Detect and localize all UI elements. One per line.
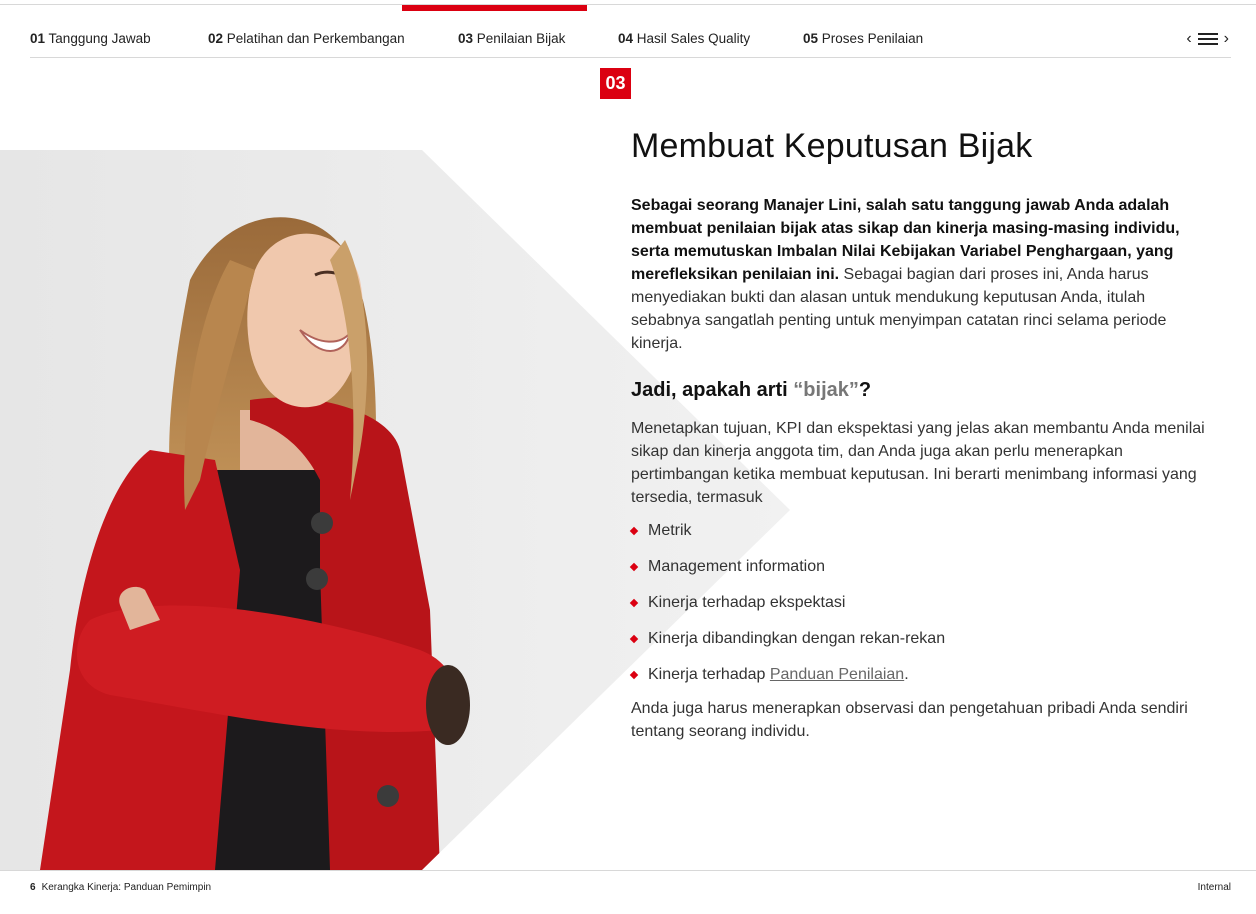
menu-icon[interactable]: [1198, 33, 1218, 45]
tab-number: 02: [208, 31, 224, 46]
lead-paragraph: [631, 194, 1211, 355]
tab-number: 01: [30, 31, 46, 46]
tab-label: Tanggung Jawab: [48, 31, 151, 46]
document-title: Kerangka Kinerja: Panduan Pemimpin: [41, 882, 212, 893]
list-item: [631, 549, 1211, 585]
section-tabs: [30, 5, 1231, 58]
bullet-list: [631, 513, 1211, 693]
subheading-prefix: Jadi, apakah arti: [631, 379, 794, 401]
list-item-text: Kinerja terhadap: [648, 666, 770, 683]
lead-rest-text: Sebagai bagian dari proses ini, Anda harus menyediakan bukti dan alasan untuk mendukung keputusan Anda, itulah sebabnya sangatlah penting untuk menyimpan catatan rinci selama periode kinerja.: [631, 266, 1167, 352]
tab-penilaian-bijak[interactable]: [458, 5, 565, 56]
body-paragraph: Menetapkan tujuan, KPI dan ekspektasi yang jelas akan membantu Anda menilai sikap dan kinerja anggota tim, dan Anda juga akan perlu menerapkan pertimbangan ketika membuat keputusan. Ini berarti menimbang informasi yang tersedia, termasuk: [631, 420, 1205, 506]
panduan-penilaian-link[interactable]: Panduan Penilaian: [769, 666, 905, 683]
list-item-text: Management information: [648, 558, 825, 575]
chevron-right-icon[interactable]: ›: [1223, 30, 1229, 47]
tab-number: 04: [618, 31, 634, 46]
subheading-quoted: “bijak”: [793, 379, 859, 401]
tab-label: Penilaian Bijak: [476, 31, 566, 46]
tab-proses-penilaian[interactable]: [803, 5, 923, 56]
tab-label: Pelatihan dan Perkembangan: [226, 31, 405, 46]
list-item-text: Kinerja terhadap ekspektasi: [648, 594, 846, 611]
list-item: [631, 513, 1211, 549]
list-item: [631, 585, 1211, 621]
closing-paragraph: Anda juga harus menerapkan observasi dan pengetahuan pribadi Anda sendiri tentang seorang individu.: [631, 700, 1188, 740]
diamond-bullet-icon: [630, 599, 638, 607]
page-footer: [0, 870, 1256, 914]
tab-pelatihan[interactable]: [208, 5, 405, 56]
diamond-bullet-icon: [630, 635, 638, 643]
tab-navigation: [1186, 29, 1229, 49]
tab-label: Hasil Sales Quality: [636, 31, 751, 46]
tab-tanggung-jawab[interactable]: [30, 5, 151, 56]
classification-label: Internal: [1197, 882, 1231, 893]
list-item-text: Metrik: [648, 522, 692, 539]
section-number-badge: 03: [600, 68, 631, 99]
subheading-suffix: ?: [858, 379, 872, 401]
tab-number: 03: [458, 31, 474, 46]
chevron-left-icon[interactable]: ‹: [1186, 30, 1192, 47]
diamond-bullet-icon: [630, 527, 638, 535]
main-content: [631, 122, 1211, 743]
list-item: [631, 657, 1211, 693]
page-number: 6: [30, 882, 36, 893]
subheading: [631, 375, 1211, 405]
page-title: Membuat Keputusan Bijak: [631, 127, 1033, 165]
footer-left: [30, 882, 211, 893]
tab-number: 05: [803, 31, 819, 46]
list-item: [631, 621, 1211, 657]
tab-label: Proses Penilaian: [821, 31, 924, 46]
diamond-bullet-icon: [630, 671, 638, 679]
lead-bold-text: Sebagai seorang Manajer Lini, salah satu tanggung jawab Anda adalah membuat penilaian bijak atas sikap dan kinerja masing-masing individu, serta memutuskan Imbalan Nilai Kebijakan Variabel Penghargaan, yang merefleksikan penilaian ini.: [631, 197, 1180, 283]
diamond-bullet-icon: [630, 563, 638, 571]
list-item-text: Kinerja dibandingkan dengan rekan-rekan: [648, 630, 946, 647]
list-item-suffix: .: [904, 666, 909, 683]
tab-hasil-sales-quality[interactable]: [618, 5, 750, 56]
